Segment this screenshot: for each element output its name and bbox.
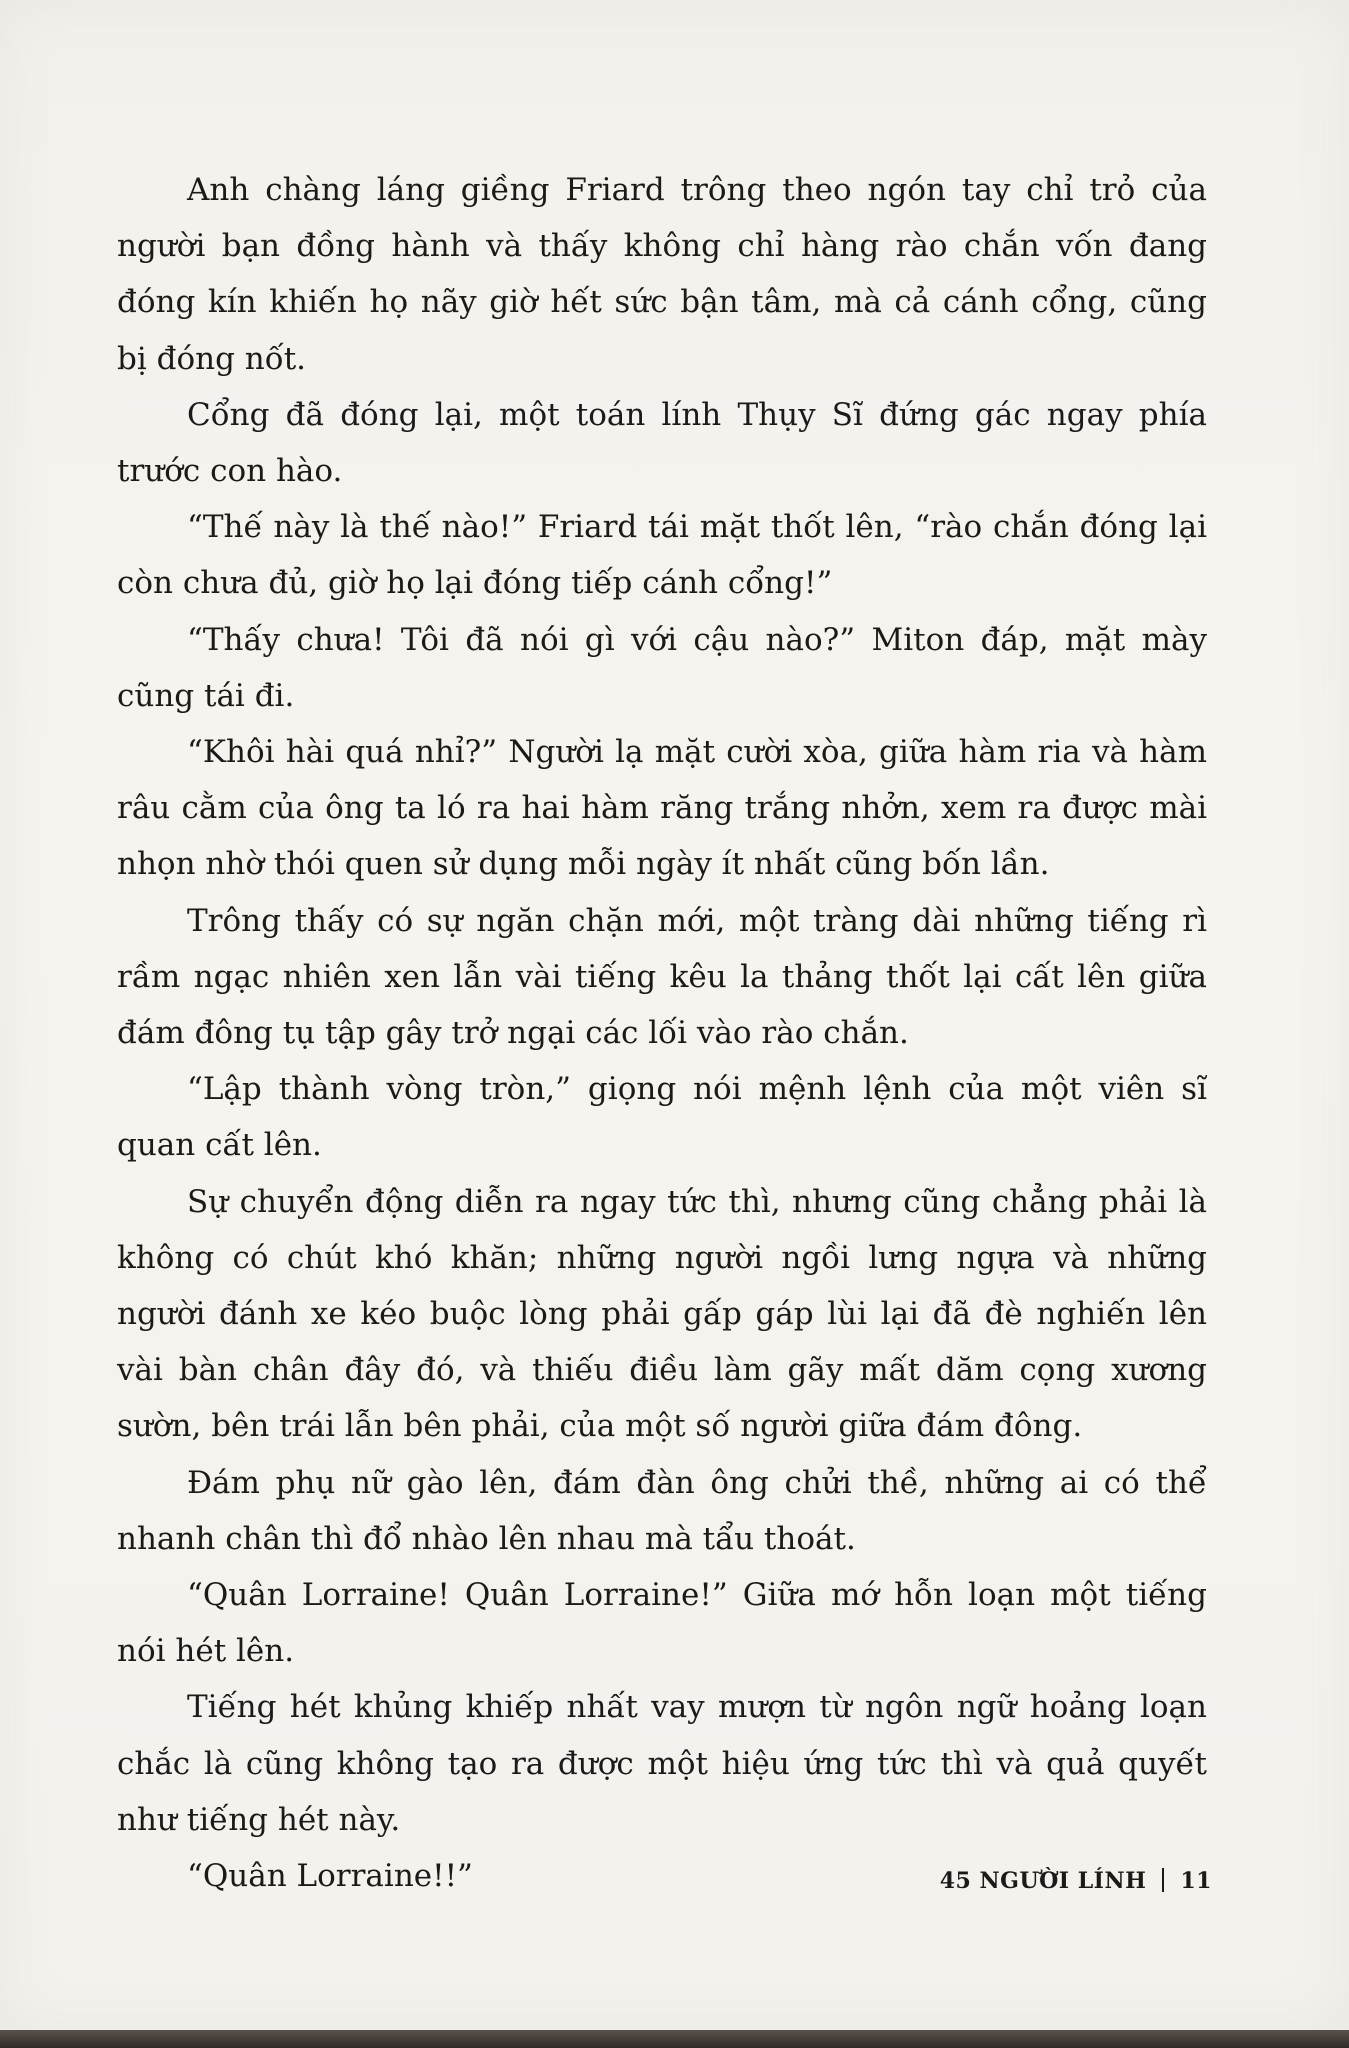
paragraph: Sự chuyển động diễn ra ngay tức thì, nhưng cũng chẳng phải là không có chút khó khăn; những người ngồi lưng ngựa và những người đánh xe kéo buộc lòng phải gấp gáp lùi lại đã đè nghiến lên vài bàn chân đây đó, và thiếu điều làm gãy mất dăm cọng xương sườn, bên trái lẫn bên phải, của một số người giữa đám đông.: [117, 1183, 1207, 1445]
paragraph: “Quân Lorraine!!”: [187, 1858, 473, 1895]
paragraph: “Thấy chưa! Tôi đã nói gì với cậu nào?” Miton đáp, mặt mày cũng tái đi.: [117, 621, 1207, 714]
page-footer: [0, 1868, 1212, 1894]
paragraph: “Khôi hài quá nhỉ?” Người lạ mặt cười xòa, giữa hàm ria và hàm râu cằm của ông ta ló ra hai hàm răng trắng nhởn, xem ra được mài nhọn nhờ thói quen sử dụng mỗi ngày ít nhất cũng bốn lần.: [117, 734, 1207, 883]
page-number: 11: [1180, 1868, 1212, 1894]
footer-separator: [1162, 1868, 1164, 1892]
body-text: [117, 162, 1207, 1904]
running-title: 45 NGƯỜI LÍNH: [939, 1868, 1147, 1894]
paragraph: Anh chàng láng giềng Friard trông theo ngón tay chỉ trỏ của người bạn đồng hành và thấy không chỉ hàng rào chắn vốn đang đóng kín khiến họ nãy giờ hết sức bận tâm, mà cả cánh cổng, cũng bị đóng nốt.: [117, 172, 1207, 377]
paragraph: Đám phụ nữ gào lên, đám đàn ông chửi thề, những ai có thể nhanh chân thì đổ nhào lên nhau mà tẩu thoát.: [117, 1464, 1207, 1557]
paragraph: Tiếng hét khủng khiếp nhất vay mượn từ ngôn ngữ hoảng loạn chắc là cũng không tạo ra được một hiệu ứng tức thì và quả quyết như tiếng hét này.: [117, 1689, 1207, 1838]
paragraph: “Quân Lorraine! Quân Lorraine!” Giữa mớ hỗn loạn một tiếng nói hét lên.: [117, 1577, 1207, 1670]
paragraph: “Lập thành vòng tròn,” giọng nói mệnh lệnh của một viên sĩ quan cất lên.: [117, 1071, 1207, 1164]
page-bottom-edge: [0, 2030, 1349, 2048]
paragraph: Trông thấy có sự ngăn chặn mới, một tràng dài những tiếng rì rầm ngạc nhiên xen lẫn vài tiếng kêu la thảng thốt lại cất lên giữa đám đông tụ tập gây trở ngại các lối vào rào chắn.: [117, 902, 1207, 1052]
paragraph: “Thế này là thế nào!” Friard tái mặt thốt lên, “rào chắn đóng lại còn chưa đủ, giờ họ lại đóng tiếp cánh cổng!”: [117, 509, 1207, 602]
paragraph: Cổng đã đóng lại, một toán lính Thụy Sĩ đứng gác ngay phía trước con hào.: [117, 396, 1207, 490]
